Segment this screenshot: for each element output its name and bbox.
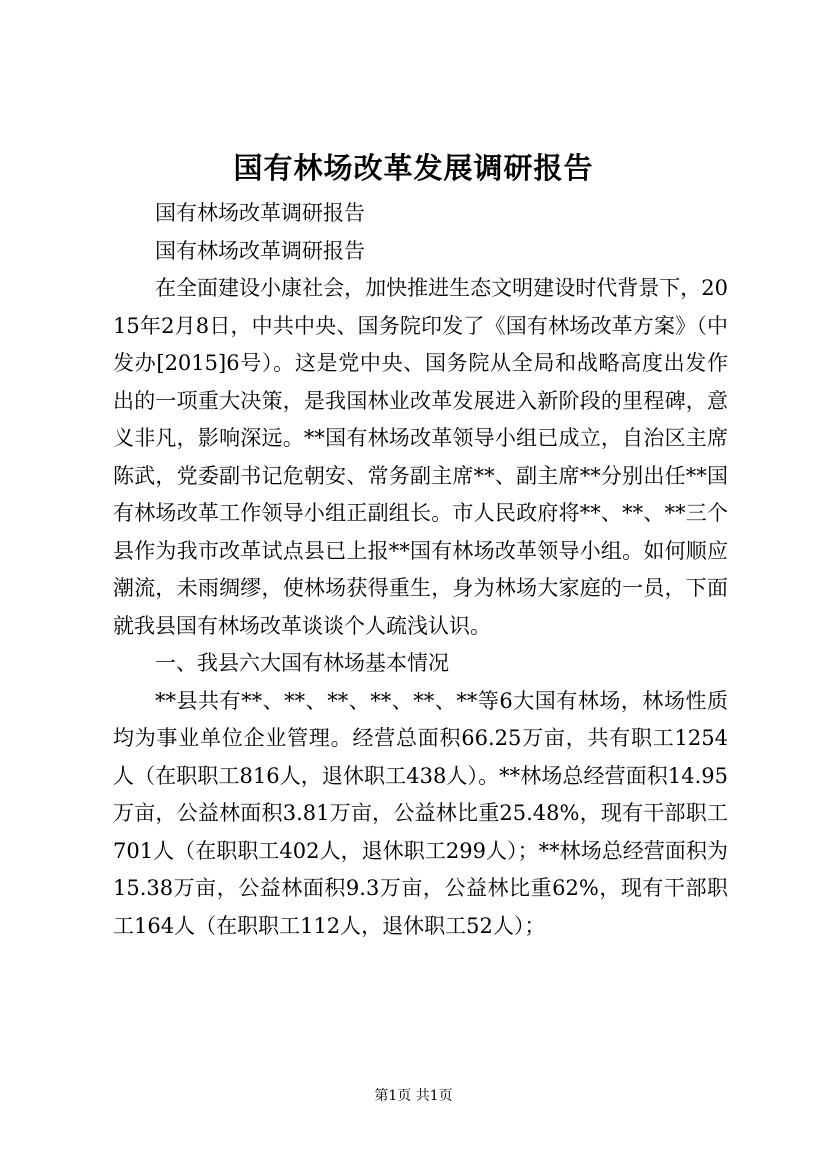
document-title: 国有林场改革发展调研报告: [233, 151, 594, 185]
paragraph-subtitle-1: 国有林场改革调研报告: [155, 201, 365, 225]
paragraph-basic-info: **县共有**、**、**、**、**、**等6大国有林场，林场性质均为事业单位企业管理。经营总面积66.25万亩，共有职工1254人（在职职工816人，退休职工438人）。**林场总经营面积14.95万亩，公益林面积3.81万亩，公益林比重25.48%，现有干部职工701人（在职职工402人，退休职工299人）；**林场总经营面积为15.38万亩，公益林面积9.3万亩，公益林比重62%，现有干部职工164人（在职职工112人，退休职工52人）；: [113, 688, 728, 938]
paragraph-subtitle-2: 国有林场改革调研报告: [155, 238, 365, 263]
page-footer: 第1页 共1页: [374, 1088, 453, 1104]
document-body: [113, 195, 728, 945]
section-heading-1: 一、我县六大国有林场基本情况: [155, 651, 449, 675]
paragraph-intro: 在全面建设小康社会，加快推进生态文明建设时代背景下，2015年2月8日，中共中央、国务院印发了《国有林场改革方案》（中发办[2015]6号）。这是党中央、国务院从全局和战略高度出发作出的一项重大决策，是我国林业改革发展进入新阶段的里程碑，意义非凡，影响深远。**国有林场改革领导小组已成立，自治区主席陈武，党委副书记危朝安、常务副主席**、副主席**分别出任**国有林场改革工作领导小组正副组长。市人民政府将**、**、**三个县作为我市改革试点县已上报**国有林场改革领导小组。如何顺应潮流，未雨绸缪，使林场获得重生，身为林场大家庭的一员，下面就我县国有林场改革谈谈个人疏浅认识。: [113, 276, 728, 638]
